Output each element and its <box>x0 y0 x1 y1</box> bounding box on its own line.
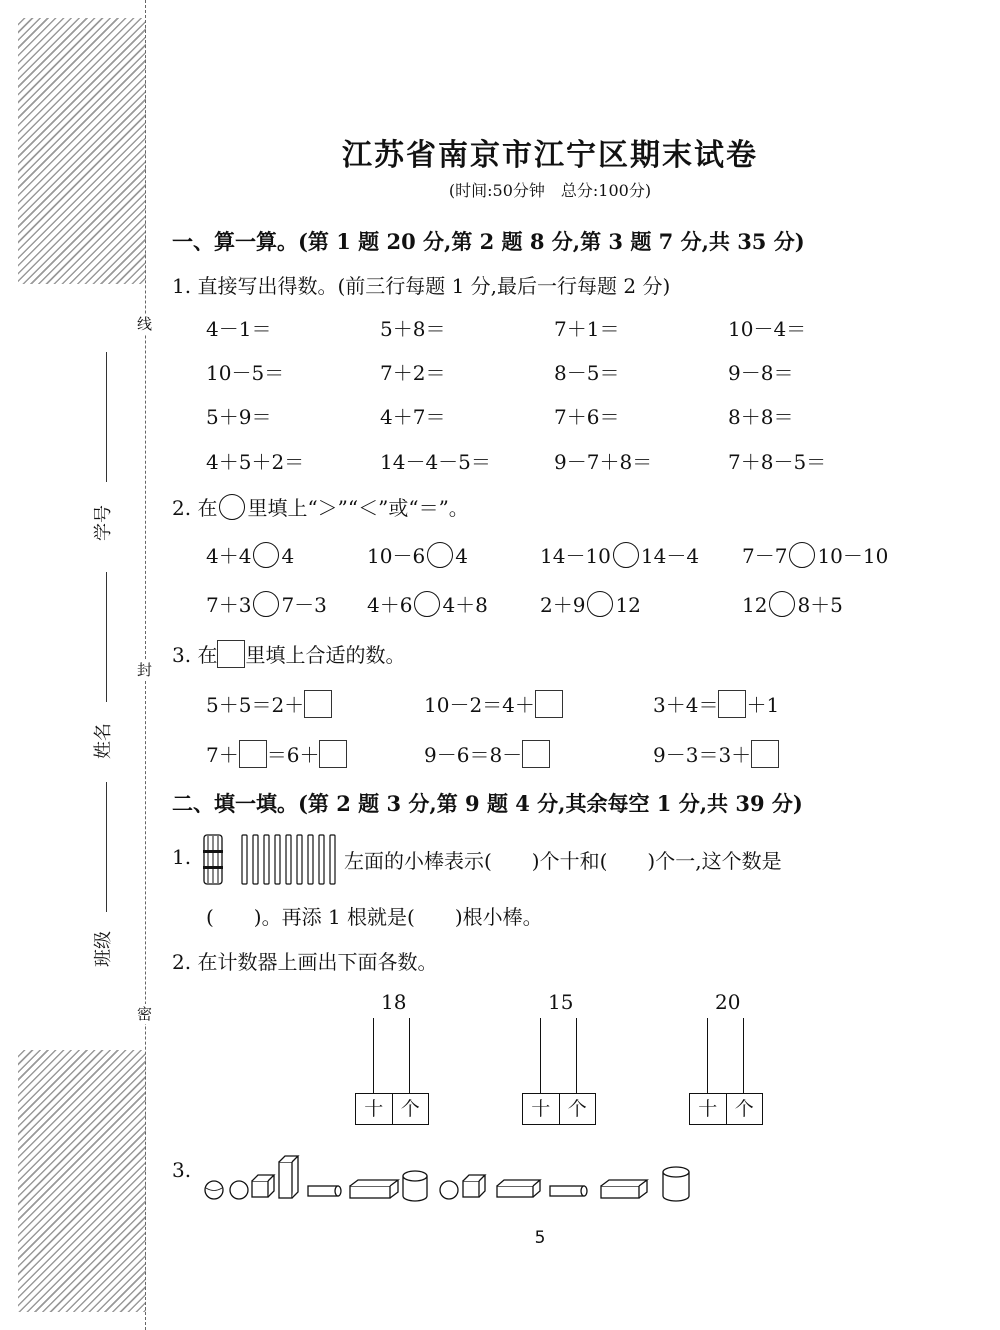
tens-label: 十 <box>356 1094 393 1124</box>
compare-left: 14－10 <box>540 544 611 568</box>
cube-icon <box>252 1175 274 1197</box>
loose-stick <box>253 835 258 884</box>
abacus-number: 18 <box>381 990 407 1014</box>
compare-right: 10－10 <box>817 544 889 568</box>
abacus-rod-tens[interactable] <box>707 1018 708 1094</box>
ones-label: 个 <box>567 1098 587 1120</box>
tall-cuboid-icon <box>279 1156 298 1198</box>
compare-circle[interactable] <box>789 542 815 568</box>
cylinder-lying-icon <box>308 1186 341 1196</box>
fill-pre: 9－3＝3＋ <box>653 743 752 767</box>
abacus <box>355 990 429 1138</box>
compare-item <box>540 540 699 569</box>
solid-shapes-row <box>200 1150 700 1202</box>
s2-q1-line1: 左面的小棒表示( )个十和( )个一,这个数是 <box>344 849 782 873</box>
abacus-base <box>522 1093 596 1125</box>
compare-left: 12 <box>742 593 768 617</box>
q3-prompt-post: 里填上合适的数。 <box>245 643 406 667</box>
fill-box-item <box>424 689 563 718</box>
hatch-bottom <box>18 1050 146 1312</box>
equation: 5＋8＝ <box>380 317 446 341</box>
s2-q3-number: 3. <box>172 1158 192 1182</box>
loose-stick <box>286 835 291 884</box>
equation: 10－4＝ <box>728 317 807 341</box>
q3-prompt-pre: 3. 在 <box>172 643 218 667</box>
equation: 9－7＋8＝ <box>554 450 653 474</box>
sticks-illustration <box>200 832 345 888</box>
section1-heading: 一、算一算。(第 1 题 20 分,第 2 题 8 分,第 3 题 7 分,共 35 分) <box>172 229 805 254</box>
ones-label: 个 <box>734 1098 754 1120</box>
answer-box[interactable] <box>239 740 267 768</box>
compare-right: 14－4 <box>640 544 700 568</box>
answer-box[interactable] <box>751 740 779 768</box>
margin-char-mi: 密 <box>137 1005 153 1023</box>
compare-item <box>206 589 327 618</box>
sphere-icon <box>440 1181 458 1199</box>
abacus-rod-tens[interactable] <box>373 1018 374 1094</box>
page-title: 江苏省南京市江宁区期末试卷 <box>342 138 758 173</box>
q1-prompt: 1. 直接写出得数。(前三行每题 1 分,最后一行每题 2 分) <box>172 274 671 298</box>
loose-stick <box>308 835 313 884</box>
equation: 14－4－5＝ <box>380 450 491 474</box>
margin-char-feng: 封 <box>137 661 153 679</box>
s2-q1-line2: ( )。再添 1 根就是( )根小棒。 <box>206 905 543 929</box>
compare-item <box>367 589 488 618</box>
fill-pre: 5＋5＝2＋ <box>206 693 305 717</box>
equation: 10－5＝ <box>206 361 285 385</box>
name-line <box>106 572 107 702</box>
sphere-icon <box>230 1181 248 1199</box>
page-subtitle: (时间:50分钟 总分:100分) <box>448 181 652 200</box>
margin-char-xian: 线 <box>137 315 153 333</box>
equation: 8－5＝ <box>554 361 620 385</box>
compare-left: 7＋3 <box>206 593 252 617</box>
tens-label: 十 <box>690 1094 727 1124</box>
compare-left: 4＋6 <box>367 593 413 617</box>
sphere-icon <box>205 1181 223 1199</box>
q2-prompt <box>172 492 469 521</box>
compare-right: 12 <box>615 593 641 617</box>
stick-bundle-icon <box>203 835 223 884</box>
equation: 5＋9＝ <box>206 405 272 429</box>
compare-right: 7－3 <box>281 593 327 617</box>
q2-prompt-pre: 2. 在 <box>172 496 218 520</box>
fill-pre: 7＋ <box>206 743 239 767</box>
abacus-number: 20 <box>715 990 741 1014</box>
compare-right: 4 <box>281 544 295 568</box>
fill-box-item <box>653 689 779 718</box>
fill-post: ＋1 <box>746 693 780 717</box>
loose-stick <box>242 835 247 884</box>
loose-stick <box>297 835 302 884</box>
name-label: 姓名 <box>93 723 114 759</box>
circle-icon <box>219 494 245 520</box>
tens-label: 十 <box>523 1094 560 1124</box>
cube-icon <box>463 1175 485 1197</box>
compare-circle[interactable] <box>253 591 279 617</box>
compare-circle[interactable] <box>587 591 613 617</box>
section2-heading: 二、填一填。(第 2 题 3 分,第 9 题 4 分,其余每空 1 分,共 39 分) <box>172 791 803 816</box>
answer-box[interactable] <box>304 690 332 718</box>
student-id-line <box>106 352 107 482</box>
answer-box[interactable] <box>522 740 550 768</box>
equation: 7＋1＝ <box>554 317 620 341</box>
fill-mid: ＝6＋ <box>266 743 320 767</box>
abacus-number: 15 <box>548 990 574 1014</box>
fill-box-item <box>206 689 332 718</box>
answer-box[interactable] <box>535 690 563 718</box>
equation: 7＋2＝ <box>380 361 446 385</box>
compare-left: 7－7 <box>742 544 788 568</box>
abacus <box>689 990 763 1138</box>
compare-circle[interactable] <box>613 542 639 568</box>
abacus-rod-ones[interactable] <box>576 1018 577 1094</box>
equation: 9－8＝ <box>728 361 794 385</box>
answer-box[interactable] <box>319 740 347 768</box>
compare-right: 4＋8 <box>442 593 488 617</box>
abacus-rod-ones[interactable] <box>743 1018 744 1094</box>
abacus-rod-tens[interactable] <box>540 1018 541 1094</box>
page-number: 5 <box>534 1228 546 1248</box>
loose-stick <box>319 835 324 884</box>
q3-prompt <box>172 639 405 668</box>
fill-pre: 3＋4＝ <box>653 693 719 717</box>
cuboid-icon <box>497 1180 540 1197</box>
loose-stick <box>330 835 335 884</box>
compare-circle[interactable] <box>414 591 440 617</box>
cylinder-icon <box>403 1171 427 1201</box>
equation: 7＋8－5＝ <box>728 450 827 474</box>
s2-q1-number: 1. <box>172 845 192 869</box>
cuboid-icon <box>350 1180 398 1198</box>
cylinder-icon <box>663 1167 689 1201</box>
answer-box[interactable] <box>718 690 746 718</box>
fill-box-item <box>653 739 779 768</box>
compare-circle[interactable] <box>769 591 795 617</box>
q2-prompt-post: 里填上“＞”“＜”或“＝”。 <box>247 496 469 520</box>
loose-sticks <box>242 835 335 884</box>
abacus <box>522 990 596 1138</box>
abacus-rod-ones[interactable] <box>409 1018 410 1094</box>
compare-circle[interactable] <box>253 542 279 568</box>
square-icon <box>217 640 245 668</box>
compare-right: 4 <box>455 544 468 568</box>
compare-item <box>367 540 468 569</box>
equation: 4－1＝ <box>206 317 272 341</box>
equation: 7＋6＝ <box>554 405 620 429</box>
fill-box-item <box>206 739 347 768</box>
compare-item <box>742 540 888 569</box>
fill-pre: 10－2＝4＋ <box>424 693 535 717</box>
cuboid-icon <box>601 1180 647 1198</box>
loose-stick <box>275 835 280 884</box>
loose-stick <box>264 835 269 884</box>
abacus-base <box>355 1093 429 1125</box>
compare-item <box>742 589 843 618</box>
compare-left: 2＋9 <box>540 593 586 617</box>
class-label: 班级 <box>93 931 114 967</box>
fill-pre: 9－6＝8－ <box>424 743 523 767</box>
compare-right: 8＋5 <box>797 593 843 617</box>
equation: 8＋8＝ <box>728 405 794 429</box>
s2-q2-prompt: 2. 在计数器上画出下面各数。 <box>172 950 438 974</box>
compare-left: 10－6 <box>367 544 426 568</box>
fill-box-item <box>424 739 550 768</box>
ones-label: 个 <box>400 1098 420 1120</box>
equation: 4＋5＋2＝ <box>206 450 305 474</box>
compare-circle[interactable] <box>427 542 453 568</box>
student-id-label: 学号 <box>93 505 114 541</box>
compare-item <box>206 540 294 569</box>
class-line <box>106 782 107 912</box>
compare-item <box>540 589 641 618</box>
equation: 4＋7＝ <box>380 405 446 429</box>
compare-left: 4＋4 <box>206 544 252 568</box>
cylinder-lying-icon <box>550 1186 587 1196</box>
abacus-base <box>689 1093 763 1125</box>
